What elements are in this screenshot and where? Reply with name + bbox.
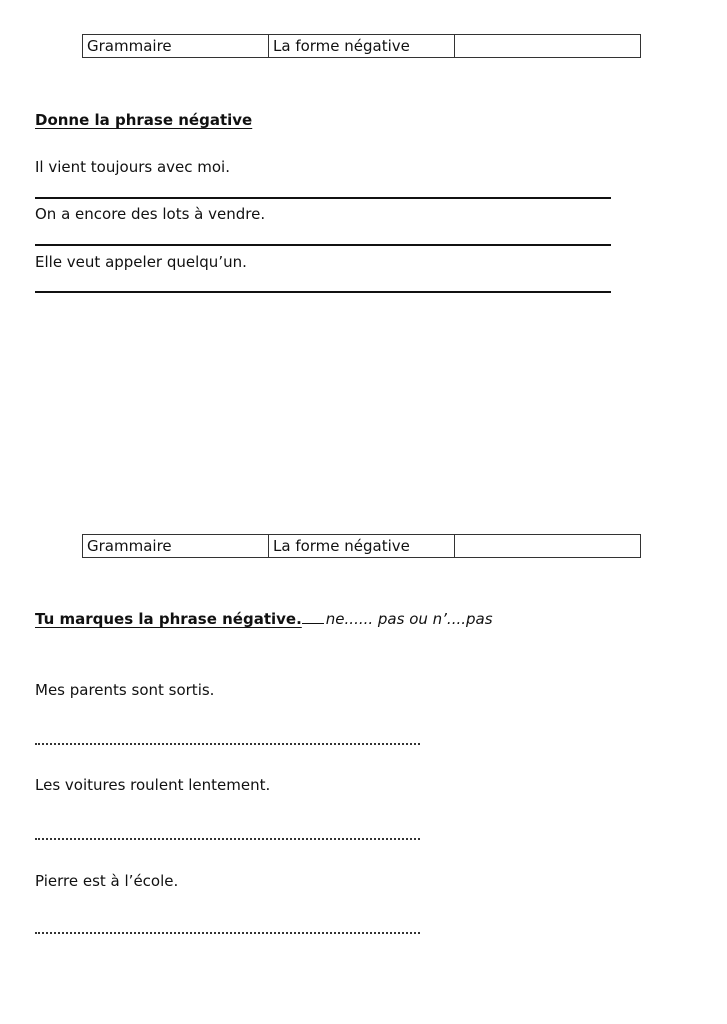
sentence-4: Mes parents sont sortis. <box>35 681 215 699</box>
subject-cell: Grammaire <box>83 535 269 558</box>
sentence-2: On a encore des lots à vendre. <box>35 205 266 223</box>
header-table-1 <box>82 34 641 58</box>
answer-line-2[interactable] <box>35 244 611 246</box>
header-table-2 <box>82 534 641 558</box>
instruction-text: Tu marques la phrase négative. <box>35 610 302 628</box>
blank-cell <box>455 535 641 558</box>
sentence-6: Pierre est à l’école. <box>35 872 179 890</box>
hint-text: ne...... pas ou n’....pas <box>325 610 493 628</box>
topic-cell: La forme négative <box>269 35 455 58</box>
instruction-title-1 <box>35 110 252 130</box>
topic-cell: La forme négative <box>269 535 455 558</box>
instruction-title-2 <box>35 608 493 629</box>
dotted-answer-line-2[interactable] <box>35 838 420 840</box>
dotted-answer-line-3[interactable] <box>35 932 420 934</box>
dotted-answer-line-1[interactable] <box>35 743 420 745</box>
sentence-1: Il vient toujours avec moi. <box>35 158 230 176</box>
sentence-3: Elle veut appeler quelqu’un. <box>35 253 247 271</box>
answer-line-1[interactable] <box>35 197 611 199</box>
blank-cell <box>455 35 641 58</box>
sentence-5: Les voitures roulent lentement. <box>35 776 271 794</box>
instruction-text: Donne la phrase négative <box>35 111 253 129</box>
answer-line-3[interactable] <box>35 291 611 293</box>
underline-gap <box>302 608 324 624</box>
subject-cell: Grammaire <box>83 35 269 58</box>
